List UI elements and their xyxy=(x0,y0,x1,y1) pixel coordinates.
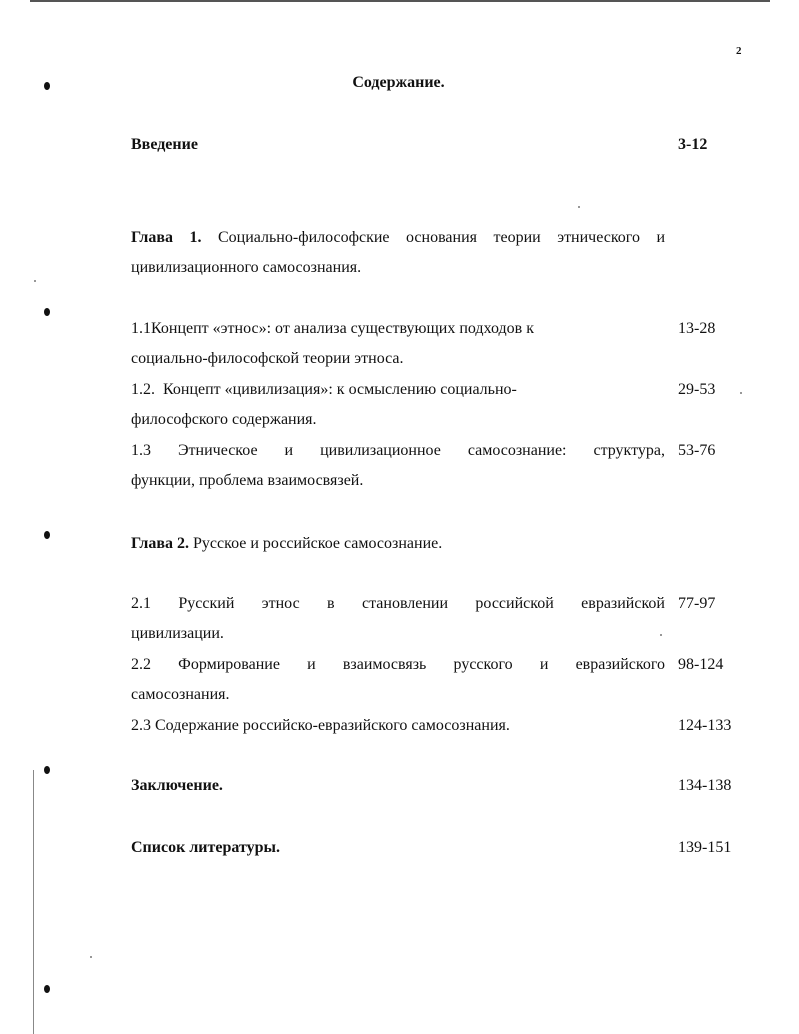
toc-section-1-3-pages: 53-76 xyxy=(678,442,716,459)
scan-speck xyxy=(740,392,742,394)
toc-intro-pages: 3-12 xyxy=(678,136,708,153)
top-border-line xyxy=(30,0,770,2)
binding-hole-mark xyxy=(44,985,50,993)
toc-entry-bibliography xyxy=(131,833,665,863)
toc-section-2-2-pages: 98-124 xyxy=(678,656,724,673)
toc-entry-intro xyxy=(131,130,665,160)
toc-conclusion-label: Заключение. xyxy=(131,777,223,794)
toc-section-1-1-line-1: 1.1Концепт «этнос»: от анализа существующих подходов к xyxy=(131,320,534,337)
page-title xyxy=(0,74,799,92)
toc-section-1-2-line-2: философского содержания. xyxy=(131,411,317,428)
toc-section-2-1-pages: 77-97 xyxy=(678,595,716,612)
toc-chapter-2 xyxy=(131,529,665,559)
toc-section-2-3 xyxy=(131,711,665,741)
page-number: 2 xyxy=(736,45,742,57)
toc-chapter-1-title-start: Социально-философские основания теории этнического и xyxy=(217,229,666,246)
scan-speck xyxy=(34,280,36,282)
binding-hole-mark xyxy=(44,308,50,316)
scan-margin-line xyxy=(33,770,34,1034)
binding-hole-mark xyxy=(44,82,50,90)
binding-hole-mark xyxy=(44,766,50,774)
toc-section-2-3-pages: 124-133 xyxy=(678,717,732,734)
toc-section-1-3-line-2: функции, проблема взаимосвязей. xyxy=(131,472,364,489)
toc-intro-label: Введение xyxy=(131,136,198,153)
toc-section-1-1-pages: 13-28 xyxy=(678,320,716,337)
toc-section-2-2-line-1: 2.2 Формирование и взаимосвязь русского и евразийского xyxy=(131,656,665,673)
toc-section-1-2-line-1: 1.2. Концепт «цивилизация»: к осмыслению социально- xyxy=(131,381,517,398)
toc-section-1-3-line-1: 1.3 Этническое и цивилизационное самосознание: структура, xyxy=(131,442,665,459)
toc-section-2-1-line-1: 2.1 Русский этнос в становлении российской евразийской xyxy=(131,595,665,612)
toc-section-2-3-line-1: 2.3 Содержание российско-евразийского самосознания. xyxy=(131,717,510,734)
toc-section-1-1-line-2: социально-философской теории этноса. xyxy=(131,350,404,367)
toc-section-1-2-pages: 29-53 xyxy=(678,381,716,398)
toc-section-2-2-line-2: самосознания. xyxy=(131,686,230,703)
toc-section-2-1 xyxy=(131,589,665,649)
page-title-text: Содержание. xyxy=(352,74,445,91)
scan-speck xyxy=(578,206,580,208)
binding-hole-mark xyxy=(44,531,50,539)
toc-chapter-2-title: Русское и российское самосознание. xyxy=(193,535,443,552)
toc-section-1-3 xyxy=(131,436,665,496)
toc-section-1-2 xyxy=(131,375,665,435)
toc-section-2-1-line-2: цивилизации. xyxy=(131,625,224,642)
scan-speck xyxy=(90,956,92,958)
toc-conclusion-pages: 134-138 xyxy=(678,777,732,794)
toc-section-1-1 xyxy=(131,314,665,374)
toc-section-2-2 xyxy=(131,650,665,710)
toc-chapter-1-line-2: цивилизационного самосознания. xyxy=(131,259,362,276)
toc-entry-conclusion xyxy=(131,771,665,801)
toc-chapter-1 xyxy=(131,223,665,283)
toc-chapter-1-line-1 xyxy=(131,223,665,253)
scan-speck xyxy=(660,634,662,636)
toc-chapter-2-number: Глава 2. xyxy=(131,535,189,552)
toc-bibliography-label: Список литературы. xyxy=(131,839,280,856)
toc-chapter-1-number: Глава 1. xyxy=(131,229,202,246)
toc-bibliography-pages: 139-151 xyxy=(678,839,732,856)
